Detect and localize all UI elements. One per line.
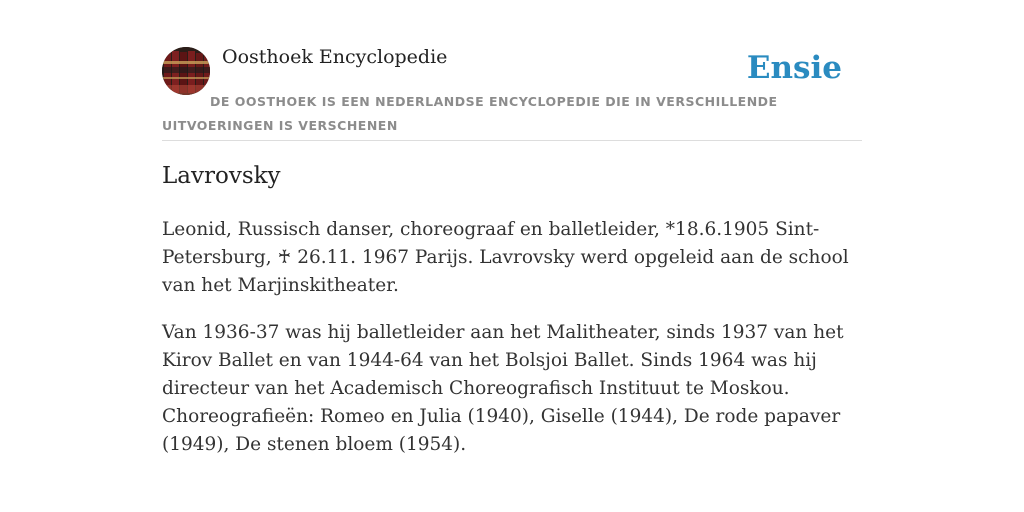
site-header <box>162 0 862 141</box>
article-paragraph-2: Van 1936-37 was hij balletleider aan het Malitheater, sinds 1937 van het Kirov Ballet en van 1944-64 van het Bolsjoi Ballet. Sinds 1964 was hij directeur van het Academisch Choreografisch Instituut te Moskou. Choreografieën: Romeo en Julia (1940), Giselle (1944), De rode papaver (1949), De stenen bloem (1954). <box>162 322 844 455</box>
site-tagline: DE OOSTHOEK IS EEN NEDERLANDSE ENCYCLOPEDIE DIE IN VERSCHILLENDE UITVOERINGEN IS VERSCHENEN <box>162 94 778 133</box>
article-title: Lavrovsky <box>162 163 281 189</box>
ensie-logo-link[interactable]: Ensie <box>746 50 842 86</box>
page-container <box>162 0 862 455</box>
article-paragraph-1: Leonid, Russisch danser, choreograaf en balletleider, *18.6.1905 Sint-Petersburg, ♰ 26.11. 1967 Parijs. Lavrovsky werd opgeleid aan de school van het Marjinskitheater. <box>162 219 849 296</box>
books-image <box>162 47 210 95</box>
site-name[interactable]: Oosthoek Encyclopedie <box>222 46 448 68</box>
encyclopedia-books-avatar[interactable] <box>162 47 210 95</box>
